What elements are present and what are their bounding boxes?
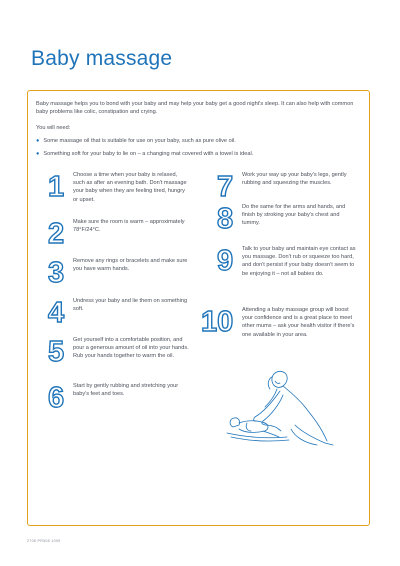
svg-text:3: 3 <box>48 257 65 286</box>
svg-text:8: 8 <box>217 203 234 232</box>
step-text: Work your way up your baby's legs, gently rubbing and squeezing the muscles. <box>242 172 347 187</box>
step-number-5 <box>46 335 72 365</box>
step-number-8 <box>215 202 241 232</box>
step-number-4 <box>46 296 72 326</box>
step-number-6 <box>46 381 72 411</box>
step-text: Talk to your baby and maintain eye contact as you massage. Don't rub or squeeze too hard, and don't persist if your baby doesn't seem to be enjoying it – not all babies do. <box>242 246 356 277</box>
mother-massaging-baby-illustration <box>225 365 340 450</box>
needs-heading: You will need: <box>36 125 71 131</box>
step-text: Start by gently rubbing and stretching your baby's feet and toes. <box>73 383 179 398</box>
step-text: Undress your baby and lie them on something soft. <box>73 298 188 313</box>
step-text: Do the same for the arms and hands, and finish by stroking your baby's chest and tummy. <box>242 204 346 227</box>
svg-text:6: 6 <box>48 382 65 411</box>
needs-item <box>36 138 236 144</box>
step-text: Get yourself into a comfortable position, and pour a generous amount of oil into your hands. Rub your hands together to warm the oil. <box>73 337 189 360</box>
step-text: Attending a baby massage group will boost your confidence and is a great place to meet other mums – ask your health visitor if there's one available in your area. <box>242 307 355 338</box>
intro-paragraph: Baby massage helps you to bond with your baby and may help your baby get a good night's sleep. It can also help with common baby problems like colic, constipation and crying. <box>36 101 354 116</box>
page-title: Baby massage <box>31 47 173 70</box>
step-text: Make sure the room is warm – approximately 78°F/24°C. <box>73 219 185 234</box>
bullet-icon: ● <box>36 138 40 144</box>
step-number-2 <box>46 217 72 247</box>
step-number-9 <box>215 244 241 274</box>
svg-text:1: 1 <box>48 171 65 200</box>
needs-item-text: Something soft for your baby to lie on – a changing mat covered with a towel is ideal. <box>43 151 254 157</box>
step-number-1 <box>46 170 72 200</box>
svg-text:7: 7 <box>217 171 234 200</box>
step-number-3 <box>46 256 72 286</box>
svg-text:4: 4 <box>48 297 65 326</box>
bullet-icon: ● <box>36 151 40 157</box>
svg-text:9: 9 <box>217 245 234 274</box>
step-text: Choose a time when your baby is relaxed, such as after an evening bath. Don't massage your baby when they are feeling tired, hungry or upset. <box>73 172 187 203</box>
svg-text:5: 5 <box>48 336 65 365</box>
step-number-7 <box>215 170 241 200</box>
needs-item <box>36 151 253 157</box>
step-number-10 <box>200 305 240 335</box>
svg-text:2: 2 <box>48 218 65 247</box>
step-text: Remove any rings or bracelets and make sure you have warm hands. <box>73 258 188 273</box>
document-code: 2706 PR508 1009 <box>27 539 61 543</box>
svg-text:10: 10 <box>201 306 234 335</box>
needs-item-text: Some massage oil that is suitable for use on your baby, such as pure olive oil. <box>43 138 236 144</box>
